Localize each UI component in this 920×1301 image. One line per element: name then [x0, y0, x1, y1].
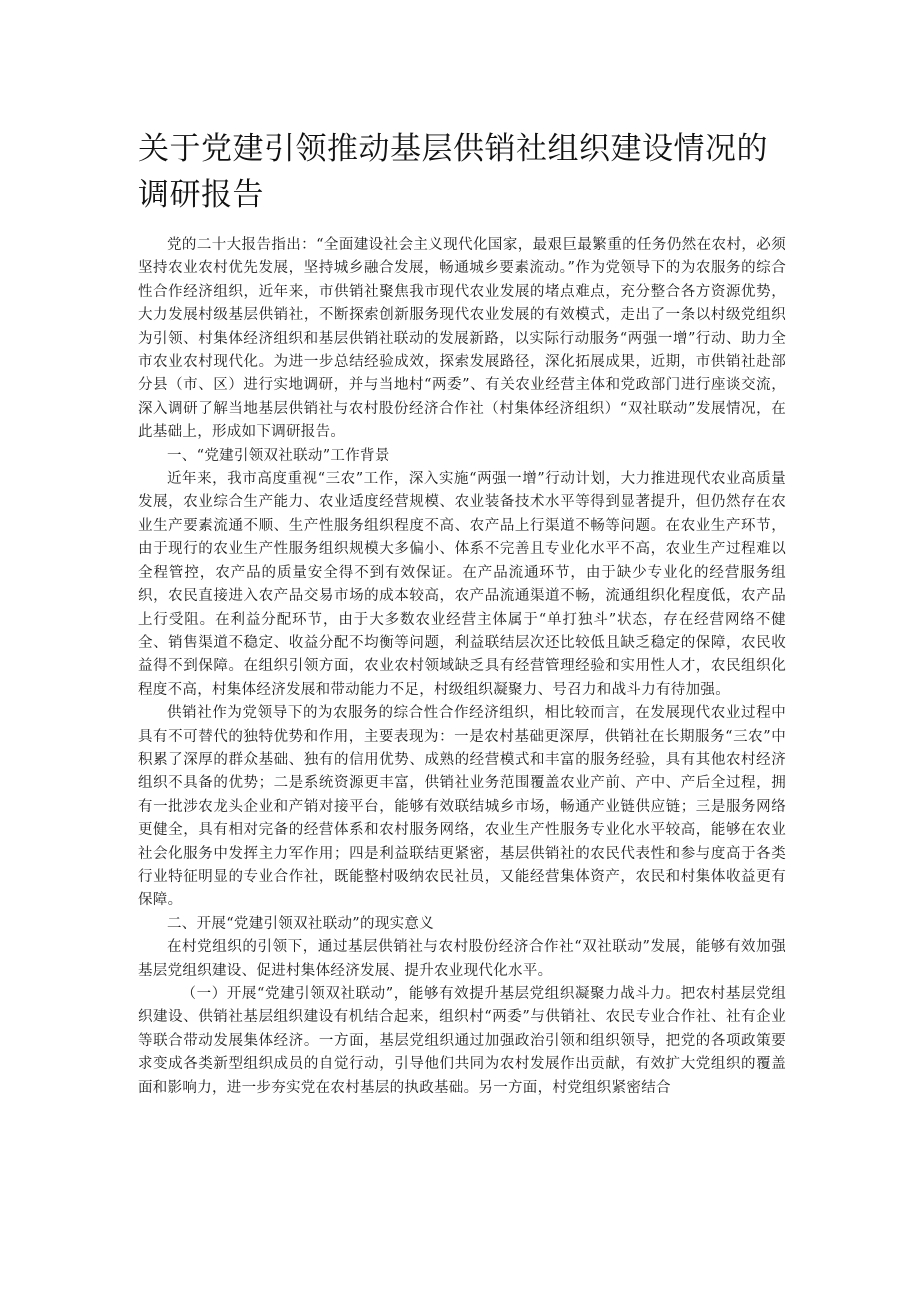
document-body	[138, 234, 786, 1100]
paragraph-background: 近年来，我市高度重视“三农”工作，深入实施“两强一增”行动计划，大力推进现代农业高质量发展，农业综合生产能力、农业适度经营规模、农业装备技术水平等得到显著提升，但仍然存在农业生产要素流通不顺、生产性服务组织程度不高、农产品上行渠道不畅等问题。在农业生产环节，由于现行的农业生产性服务组织规模大多偏小、体系不完善且专业化水平不高，农业生产过程难以全程管控，农产品的质量安全得不到有效保证。在产品流通环节，由于缺少专业化的经营服务组织，农民直接进入农产品交易市场的成本较高，农产品流通渠道不畅，流通组织化程度低，农产品上行受阻。在利益分配环节，由于大多数农业经营主体属于“单打独斗”状态，存在经营网络不健全、销售渠道不稳定、收益分配不均衡等问题，利益联结层次还比较低且缺乏稳定的保障，农民收益得不到保障。在组织引领方面，农业农村领域缺乏具有经营管理经验和实用性人才，农民组织化程度不高，村集体经济发展和带动能力不足，村级组织凝聚力、号召力和战斗力有待加强。	[138, 471, 786, 698]
document-title: 关于党建引领推动基层供销社组织建设情况的调研报告	[138, 131, 768, 213]
paragraph-subsection-1: （一）开展“党建引领双社联动”，能够有效提升基层党组织凝聚力战斗力。把农村基层党组织建设、供销社基层组织建设有机结合起来，组织村“两委”与供销社、农民专业合作社、社有企业等联合带动发展集体经济。一方面，基层党组织通过加强政治引领和组织领导，把党的各项政策要求变成各类新型组织成员的自觉行动，引导他们共同为农村发展作出贡献，有效扩大党组织的覆盖面和影响力，进一步夯实党在农村基层的执政基础。另一方面，村党组织紧密结合	[138, 986, 786, 1096]
section-heading-2: 二、开展“党建引领双社联动”的现实意义	[167, 915, 435, 932]
section-heading-1: 一、“党建引领双社联动”工作背景	[167, 447, 390, 464]
paragraph-advantages: 供销社作为党领导下的为农服务的综合性合作经济组织，相比较而言，在发展现代农业过程中具有不可替代的独特优势和作用，主要表现为：一是农村基础更深厚，供销社在长期服务“三农”中积累了深厚的群众基础、独有的信用优势、成熟的经营模式和丰富的服务经验，具有其他农村经济组织不具备的优势；二是系统资源更丰富，供销社业务范围覆盖农业产前、产中、产后全过程，拥有一批涉农龙头企业和产销对接平台，能够有效联结城乡市场，畅通产业链供应链；三是服务网络更健全，具有相对完备的经营体系和农村服务网络，农业生产性服务专业化水平较高，能够在农业社会化服务中发挥主力军作用；四是利益联结更紧密，基层供销社的农民代表性和参与度高于各类行业特征明显的专业合作社，既能整村吸纳农民社员，又能经营集体资产，农民和村集体收益更有保障。	[138, 705, 786, 909]
paragraph-intro: 党的二十大报告指出：“全面建设社会主义现代化国家，最艰巨最繁重的任务仍然在农村，必须坚持农业农村优先发展，坚持城乡融合发展，畅通城乡要素流动。”作为党领导下的为农服务的综合性合作经济组织，近年来，市供销社聚焦我市现代农业发展的堵点难点，充分整合各方资源优势，大力发展村级基层供销社，不断探索创新服务现代农业发展的有效模式，走出了一条以村级党组织为引领、村集体经济组织和基层供销社联动的发展新路，以实际行动服务“两强一增”行动、助力全市农业农村现代化。为进一步总结经验成效，探索发展路径，深化拓展成果，近期，市供销社赴部分县（市、区）进行实地调研，并与当地村“两委”、有关农业经营主体和党政部门进行座谈交流，深入调研了解当地基层供销社与农村股份经济合作社（村集体经济组织）“双社联动”发展情况，在此基础上，形成如下调研报告。	[138, 237, 786, 441]
paragraph-significance: 在村党组织的引领下，通过基层供销社与农村股份经济合作社“双社联动”发展，能够有效加强基层党组织建设、促进村集体经济发展、提升农业现代化水平。	[138, 939, 786, 979]
